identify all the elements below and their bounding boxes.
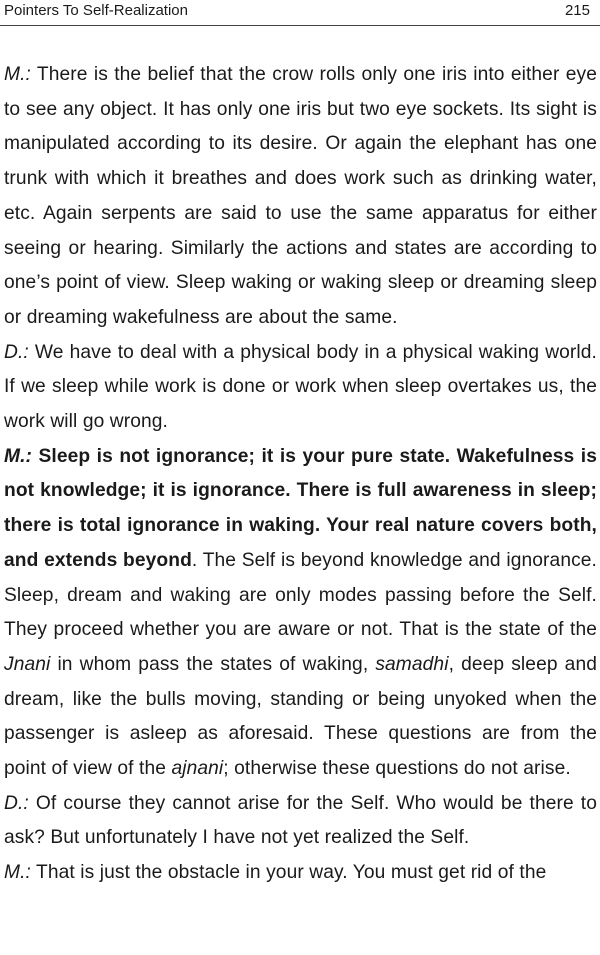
term-jnani: Jnani xyxy=(4,653,51,675)
paragraph-3 xyxy=(4,440,597,787)
speaker-label: D.: xyxy=(4,341,29,363)
paragraph-text: in whom pass the states of waking, xyxy=(50,653,376,675)
paragraph-1 xyxy=(4,58,597,336)
speaker-label: M.: xyxy=(4,445,33,467)
paragraph-text: . The Self is beyond knowledge and ignorance. Sleep, dream and waking are only modes passing before the Self. They proceed whether you are aware or not. That is the state of the xyxy=(4,549,597,641)
speaker-label: D.: xyxy=(4,792,29,814)
paragraph-text: , deep sleep and dream, like the bulls moving, standing or being unyoked when the passenger is asleep as aforesaid. These questions are from the point of view of the xyxy=(4,653,597,780)
bold-passage: Sleep is not ignorance; it is your pure state. Wakefulness is not knowledge; it is ignorance. There is full awareness in sleep; there is total ignorance in waking. Your real nature covers both, and extends beyond xyxy=(4,445,597,571)
speaker-label: M.: xyxy=(4,64,31,85)
paragraph-text: Of course they cannot arise for the Self. Who would be there to ask? But unfortunately I have not yet realized the Self. xyxy=(4,792,597,849)
paragraph-5 xyxy=(4,856,597,891)
paragraph-2 xyxy=(4,336,597,440)
term-ajnani: ajnani xyxy=(171,758,224,780)
speaker-label: M.: xyxy=(4,862,31,884)
running-title: Pointers To Self-Realization xyxy=(4,2,188,19)
paragraph-4 xyxy=(4,787,597,856)
paragraph-text: ; otherwise these questions do not arise. xyxy=(223,758,571,780)
paragraph-text: We have to deal with a physical body in a physical waking world. If we sleep while work is done or work when sleep overtakes us, the work will go wrong. xyxy=(4,341,597,433)
page-header xyxy=(0,0,600,26)
page-number: 215 xyxy=(564,2,590,19)
term-samadhi: samadhi xyxy=(375,653,449,675)
body-text xyxy=(4,58,597,891)
paragraph-text: There is the belief that the crow rolls only one iris into either eye to see any object. It has only one iris but two eye sockets. Its sight is manipulated according to its desire. Or again the elephant has one trunk with which it breathes and does work such as drinking water, etc. Again serpents are said to use the same apparatus for either seeing or hearing. Similarly the actions and states are according to one’s point of view. Sleep waking or waking sleep or dreaming sleep or dreaming wakefulness are about the same. xyxy=(4,64,597,328)
paragraph-text: That is just the obstacle in your way. You must get rid of the xyxy=(30,862,547,884)
